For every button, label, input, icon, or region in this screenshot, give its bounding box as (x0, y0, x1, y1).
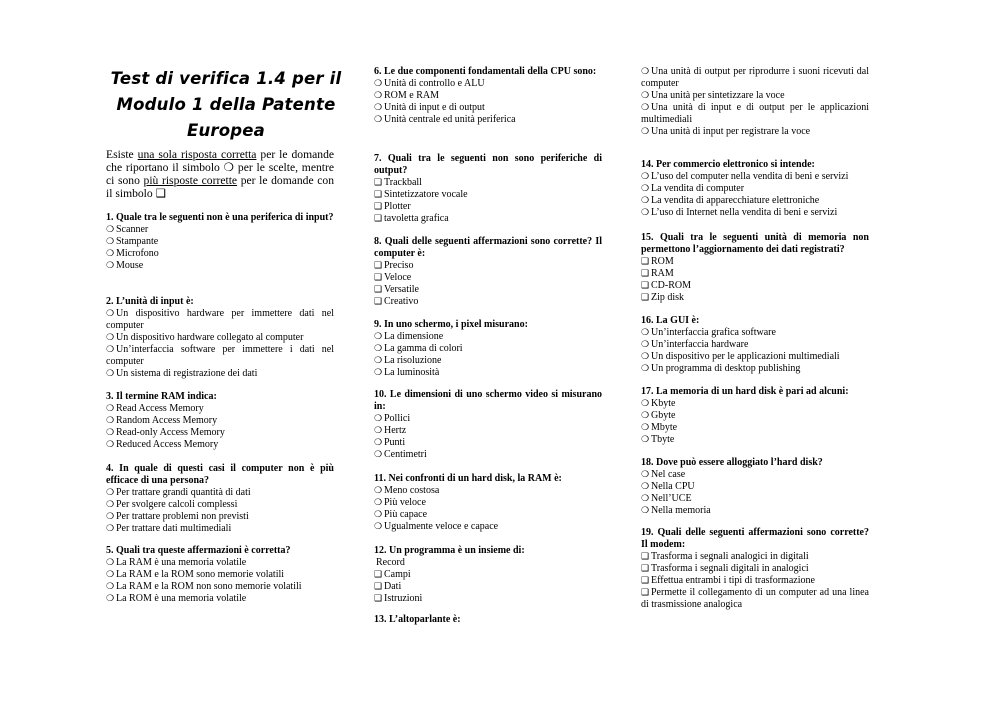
question-16 (641, 315, 869, 375)
answer-option[interactable] (374, 260, 602, 272)
answer-option[interactable] (641, 493, 869, 505)
answer-option[interactable] (106, 523, 334, 535)
answer-option[interactable] (106, 236, 334, 248)
radio-icon[interactable]: ❍ (106, 500, 115, 510)
answer-option-label: Sintetizzatore vocale (384, 189, 468, 200)
question-13 (374, 614, 602, 626)
answer-option[interactable] (641, 268, 869, 280)
radio-icon[interactable]: ❍ (641, 482, 650, 492)
radio-icon[interactable]: ❍ (374, 438, 383, 448)
answer-option[interactable] (106, 557, 334, 569)
answer-option-label: La ROM è una memoria volatile (116, 593, 247, 604)
answer-option[interactable] (106, 499, 334, 511)
checkbox-icon[interactable]: ❑ (641, 269, 650, 279)
answer-option[interactable] (374, 509, 602, 521)
radio-icon[interactable]: ❍ (374, 91, 383, 101)
answer-option-label: Un’interfaccia software per immettere i dati nel computer (106, 344, 334, 367)
answer-option[interactable] (641, 183, 869, 195)
question-text: 3. Il termine RAM indica: (106, 391, 217, 402)
question-text: 1. Quale tra le seguenti non è una periferica di input? (106, 212, 334, 223)
answer-option-label: Dati (384, 581, 402, 592)
answer-option-label: Zip disk (651, 292, 685, 303)
answer-option[interactable] (374, 581, 602, 593)
answer-option[interactable] (106, 260, 334, 272)
answer-option-label: L’uso del computer nella vendita di beni e servizi (651, 171, 849, 182)
answer-option-label: La luminosità (384, 367, 440, 378)
question-text: 10. Le dimensioni di uno schermo video si misurano in: (374, 389, 602, 412)
question-15 (641, 232, 869, 304)
radio-icon[interactable]: ❍ (374, 498, 383, 508)
answer-option-label: L’uso di Internet nella vendita di beni e servizi (651, 207, 838, 218)
radio-icon[interactable]: ❍ (106, 512, 115, 522)
radio-icon[interactable]: ❍ (641, 364, 650, 374)
answer-option-label: Un’interfaccia grafica software (651, 327, 776, 338)
answer-option[interactable] (374, 437, 602, 449)
question-18 (641, 457, 869, 517)
question-text: 14. Per commercio elettronico si intende: (641, 159, 815, 170)
answer-option-label: Meno costosa (384, 485, 440, 496)
answer-option[interactable] (106, 344, 334, 368)
answer-option[interactable] (641, 327, 869, 339)
question-6 (374, 66, 602, 126)
answer-option[interactable] (374, 213, 602, 225)
answer-option-label: Più veloce (384, 497, 426, 508)
intro-text: per le scelte, mentre ci sono (106, 161, 334, 187)
answer-option[interactable] (374, 367, 602, 379)
answer-option-label: Microfono (116, 248, 159, 259)
radio-icon[interactable]: ❍ (641, 411, 650, 421)
checkbox-icon[interactable]: ❑ (641, 552, 650, 562)
answer-option[interactable] (374, 557, 602, 569)
checkbox-icon[interactable]: ❑ (374, 582, 383, 592)
radio-icon[interactable]: ❍ (106, 225, 115, 235)
checkbox-icon[interactable]: ❑ (374, 297, 383, 307)
question-13-options (641, 66, 869, 138)
intro-text: Esiste (106, 148, 138, 161)
answer-option[interactable] (374, 114, 602, 126)
answer-option-label: Hertz (384, 425, 407, 436)
answer-option[interactable] (374, 296, 602, 308)
answer-option-label: Trasforma i segnali digitali in analogici (651, 563, 809, 574)
radio-icon[interactable]: ❍ (641, 172, 650, 182)
answer-option-label: La dimensione (384, 331, 444, 342)
answer-option-label: Random Access Memory (116, 415, 218, 426)
answer-option-label: Istruzioni (384, 593, 423, 604)
radio-icon[interactable]: ❍ (641, 91, 650, 101)
answer-option-label: Veloce (384, 272, 412, 283)
question-text: 17. La memoria di un hard disk è pari ad alcuni: (641, 386, 849, 397)
question-8 (374, 236, 602, 308)
radio-icon[interactable]: ❍ (106, 582, 115, 592)
question-19 (641, 527, 869, 611)
title-line-3: Europea (186, 121, 266, 140)
checkbox-icon[interactable]: ❑ (374, 261, 383, 271)
checkbox-icon[interactable]: ❑ (374, 570, 383, 580)
answer-option-label: Trasforma i segnali analogici in digitali (651, 551, 809, 562)
answer-option[interactable] (106, 368, 334, 380)
answer-option[interactable] (641, 66, 869, 90)
answer-option[interactable] (374, 177, 602, 189)
answer-option[interactable] (106, 224, 334, 236)
answer-option[interactable] (374, 569, 602, 581)
question-text: 19. Quali delle seguenti affermazioni sono corrette? Il modem: (641, 527, 869, 550)
answer-option[interactable] (374, 425, 602, 437)
answer-option-label: Nella CPU (651, 481, 695, 492)
radio-icon[interactable]: ❍ (106, 237, 115, 247)
answer-option[interactable] (641, 292, 869, 304)
answer-option-label: La RAM e la ROM non sono memorie volatili (116, 581, 302, 592)
radio-icon[interactable]: ❍ (641, 470, 650, 480)
question-text: 9. In uno schermo, i pixel misurano: (374, 319, 528, 330)
answer-option-label: Una unità per sintetizzare la voce (651, 90, 785, 101)
answer-option[interactable] (641, 505, 869, 517)
answer-option-label: Gbyte (651, 410, 676, 421)
answer-option[interactable] (641, 171, 869, 183)
answer-option-label: La RAM e la ROM sono memorie volatili (116, 569, 285, 580)
answer-option-label: Più capace (384, 509, 428, 520)
instructions (106, 148, 334, 200)
radio-icon[interactable]: ❍ (106, 309, 115, 319)
answer-option-label: Un’interfaccia hardware (651, 339, 749, 350)
answer-option[interactable] (641, 410, 869, 422)
answer-option[interactable] (374, 284, 602, 296)
answer-option[interactable] (374, 272, 602, 284)
answer-option-label: Mouse (116, 260, 144, 271)
answer-option-label: Una unità di input per registrare la voce (651, 126, 811, 137)
answer-option-label: Versatile (384, 284, 419, 295)
question-17 (641, 386, 869, 446)
answer-option[interactable] (641, 280, 869, 292)
question-text: 2. L’unità di input è: (106, 296, 194, 307)
question-text: 16. La GUI è: (641, 315, 700, 326)
answer-option[interactable] (641, 481, 869, 493)
radio-icon[interactable]: ❍ (641, 328, 650, 338)
checkbox-icon[interactable]: ❑ (374, 273, 383, 283)
answer-option[interactable] (106, 581, 334, 593)
radio-icon[interactable]: ❍ (106, 524, 115, 534)
question-11 (374, 473, 602, 533)
answer-option-label: Read Access Memory (116, 403, 204, 414)
answer-option[interactable] (641, 398, 869, 410)
radio-icon[interactable]: ❍ (106, 261, 115, 271)
answer-option-label: Reduced Access Memory (116, 439, 219, 450)
radio-icon[interactable]: ❍ (641, 435, 650, 445)
answer-option[interactable] (374, 201, 602, 213)
checkbox-icon[interactable]: ❑ (374, 594, 383, 604)
question-text: 13. L’altoparlante è: (374, 614, 461, 625)
answer-option-label: Stampante (116, 236, 159, 247)
answer-option-label: Per trattare grandi quantità di dati (116, 487, 251, 498)
radio-icon[interactable]: ❍ (106, 333, 115, 343)
answer-option[interactable] (641, 434, 869, 446)
question-text: 4. In quale di questi casi il computer non è più efficace di una persona? (106, 463, 334, 486)
question-7 (374, 153, 602, 225)
radio-icon[interactable]: ❍ (374, 510, 383, 520)
answer-option[interactable] (374, 497, 602, 509)
answer-option[interactable] (641, 256, 869, 268)
answer-option-label: Scanner (116, 224, 149, 235)
answer-option[interactable] (641, 422, 869, 434)
question-text: 8. Quali delle seguenti affermazioni sono corrette? Il computer è: (374, 236, 602, 259)
answer-option-label: Nell’UCE (651, 493, 692, 504)
answer-option-label: La gamma di colori (384, 343, 463, 354)
radio-icon[interactable]: ❍ (641, 196, 650, 206)
answer-option-label: Un programma di desktop publishing (651, 363, 801, 374)
intro-text: per le domande con il simbolo (106, 174, 334, 200)
answer-option[interactable] (106, 427, 334, 439)
answer-option[interactable] (641, 551, 869, 563)
question-text: 7. Quali tra le seguenti non sono periferiche di output? (374, 153, 602, 176)
question-2 (106, 296, 334, 380)
question-text: 18. Dove può essere alloggiato l’hard disk? (641, 457, 823, 468)
answer-option-label: Centimetri (384, 449, 427, 460)
question-text: 15. Quali tra le seguenti unità di memoria non permettono l’aggiornamento dei dati registrati? (641, 232, 869, 255)
question-1 (106, 212, 334, 272)
answer-option-label: Nel case (651, 469, 686, 480)
question-9 (374, 319, 602, 379)
checkbox-icon[interactable]: ❑ (641, 576, 650, 586)
title-line-2: Modulo 1 della Patente (116, 95, 336, 114)
radio-icon[interactable]: ❍ (374, 522, 383, 532)
answer-option[interactable] (106, 439, 334, 451)
answer-option-label: Record (376, 557, 405, 568)
radio-icon[interactable]: ❍ (374, 115, 383, 125)
radio-icon[interactable]: ❍ (641, 423, 650, 433)
radio-icon[interactable]: ❍ (374, 450, 383, 460)
question-4 (106, 463, 334, 535)
answer-option[interactable] (106, 308, 334, 332)
checkbox-icon[interactable]: ❑ (374, 190, 383, 200)
answer-option[interactable] (641, 575, 869, 587)
radio-icon[interactable]: ❍ (641, 208, 650, 218)
radio-icon[interactable]: ❍ (106, 488, 115, 498)
radio-icon[interactable]: ❍ (641, 103, 650, 113)
answer-option[interactable] (641, 102, 869, 126)
answer-option-label: La vendita di apparecchiature elettroniche (651, 195, 820, 206)
radio-icon[interactable]: ❍ (374, 368, 383, 378)
radio-icon[interactable]: ❍ (374, 414, 383, 424)
radio-icon[interactable]: ❍ (641, 494, 650, 504)
answer-option-label: Unità di input e di output (384, 102, 485, 113)
answer-option[interactable] (374, 78, 602, 90)
answer-option-label: Permette il collegamento di un computer ad una linea di trasmissione analogica (641, 587, 869, 610)
answer-option[interactable] (374, 593, 602, 605)
answer-option[interactable] (641, 469, 869, 481)
answer-option[interactable] (106, 332, 334, 344)
checkbox-icon[interactable]: ❑ (374, 178, 383, 188)
radio-icon[interactable]: ❍ (106, 369, 115, 379)
radio-icon[interactable]: ❍ (641, 67, 650, 77)
answer-option[interactable] (106, 593, 334, 605)
radio-icon[interactable]: ❍ (106, 440, 115, 450)
answer-option-label: Un sistema di registrazione dei dati (116, 368, 258, 379)
answer-option[interactable] (641, 207, 869, 219)
radio-icon[interactable]: ❍ (641, 340, 650, 350)
radio-icon[interactable]: ❍ (106, 416, 115, 426)
radio-icon[interactable]: ❍ (374, 103, 383, 113)
answer-option-label: tavoletta grafica (384, 213, 449, 224)
answer-option-label: Preciso (384, 260, 414, 271)
intro-underlined: una sola risposta corretta (137, 148, 257, 161)
answer-option[interactable] (374, 331, 602, 343)
answer-option[interactable] (374, 485, 602, 497)
answer-option[interactable] (641, 339, 869, 351)
answer-option-label: La vendita di computer (651, 183, 745, 194)
answer-option-label: Plotter (384, 201, 411, 212)
radio-icon[interactable]: ❍ (641, 352, 650, 362)
question-3 (106, 391, 334, 451)
question-12 (374, 545, 602, 605)
answer-option-label: Per trattare dati multimediali (116, 523, 232, 534)
radio-symbol-icon: ❍ (223, 161, 235, 174)
radio-icon[interactable]: ❍ (374, 79, 383, 89)
checkbox-icon[interactable]: ❑ (374, 285, 383, 295)
answer-option[interactable] (641, 363, 869, 375)
radio-icon[interactable]: ❍ (641, 506, 650, 516)
answer-option-label: CD-ROM (651, 280, 692, 291)
answer-option[interactable] (106, 248, 334, 260)
radio-icon[interactable]: ❍ (374, 426, 383, 436)
answer-option-label: Trackball (384, 177, 422, 188)
answer-option[interactable] (374, 355, 602, 367)
answer-option-label: ROM (651, 256, 674, 267)
question-text: 11. Nei confronti di un hard disk, la RAM è: (374, 473, 562, 484)
radio-icon[interactable]: ❍ (106, 249, 115, 259)
answer-option-label: Pollici (384, 413, 411, 424)
answer-option-label: La risoluzione (384, 355, 442, 366)
checkbox-icon[interactable]: ❑ (641, 257, 650, 267)
question-5 (106, 545, 334, 605)
answer-option[interactable] (374, 413, 602, 425)
answer-option[interactable] (374, 102, 602, 114)
question-text: 5. Quali tra queste affermazioni è corretta? (106, 545, 291, 556)
checkbox-icon[interactable]: ❑ (641, 564, 650, 574)
checkbox-icon[interactable]: ❑ (641, 293, 650, 303)
answer-option-label: Un dispositivo hardware per immettere dati nel computer (106, 308, 334, 331)
answer-option-label: Kbyte (651, 398, 676, 409)
answer-option[interactable] (641, 587, 869, 611)
radio-icon[interactable]: ❍ (106, 345, 115, 355)
checkbox-icon[interactable]: ❑ (641, 588, 650, 598)
answer-option-label: Tbyte (651, 434, 675, 445)
radio-icon[interactable]: ❍ (106, 558, 115, 568)
answer-option-label: Ugualmente veloce e capace (384, 521, 499, 532)
answer-option-label: Effettua entrambi i tipi di trasformazione (651, 575, 815, 586)
radio-icon[interactable]: ❍ (374, 332, 383, 342)
answer-option[interactable] (641, 351, 869, 363)
answer-option-label: Un dispositivo hardware collegato al computer (116, 332, 304, 343)
answer-option-label: Per svolgere calcoli complessi (116, 499, 238, 510)
answer-option-label: Nella memoria (651, 505, 711, 516)
answer-option-label: ROM e RAM (384, 90, 440, 101)
radio-icon[interactable]: ❍ (106, 570, 115, 580)
checkbox-icon[interactable]: ❑ (374, 214, 383, 224)
answer-option[interactable] (106, 511, 334, 523)
question-10 (374, 389, 602, 461)
radio-icon[interactable]: ❍ (106, 594, 115, 604)
question-text: 6. Le due componenti fondamentali della CPU sono: (374, 66, 597, 77)
answer-option-label: Creativo (384, 296, 419, 307)
answer-option-label: Una unità di output per riprodurre i suoni ricevuti dal computer (641, 66, 869, 89)
title-line-1: Test di verifica 1.4 per il (110, 69, 342, 88)
checkbox-icon[interactable]: ❑ (374, 202, 383, 212)
answer-option[interactable] (106, 487, 334, 499)
answer-option-label: Unità di controllo e ALU (384, 78, 485, 89)
answer-option-label: Per trattare problemi non previsti (116, 511, 249, 522)
radio-icon[interactable]: ❍ (374, 486, 383, 496)
intro-text: per le domande che riportano il simbolo (106, 148, 335, 174)
answer-option[interactable] (641, 195, 869, 207)
answer-option[interactable] (106, 403, 334, 415)
answer-option[interactable] (106, 415, 334, 427)
page-title (106, 66, 346, 144)
answer-option-label: Campi (384, 569, 411, 580)
answer-option-label: Un dispositivo per le applicazioni multimediali (651, 351, 840, 362)
question-text: 12. Un programma è un insieme di: (374, 545, 525, 556)
answer-option-label: RAM (651, 268, 674, 279)
answer-option-label: Unità centrale ed unità periferica (384, 114, 516, 125)
intro-underlined: più risposte corrette (143, 174, 238, 187)
answer-option[interactable] (641, 90, 869, 102)
radio-icon[interactable]: ❍ (641, 184, 650, 194)
answer-option[interactable] (106, 569, 334, 581)
answer-option[interactable] (374, 343, 602, 355)
answer-option[interactable] (374, 90, 602, 102)
checkbox-icon[interactable]: ❑ (641, 281, 650, 291)
answer-option[interactable] (374, 189, 602, 201)
radio-icon[interactable]: ❍ (106, 428, 115, 438)
radio-icon[interactable]: ❍ (374, 344, 383, 354)
answer-option[interactable] (641, 126, 869, 138)
answer-option-label: Mbyte (651, 422, 678, 433)
answer-option-label: Punti (384, 437, 406, 448)
answer-option[interactable] (374, 521, 602, 533)
answer-option[interactable] (641, 563, 869, 575)
question-14 (641, 159, 869, 219)
radio-icon[interactable]: ❍ (641, 399, 650, 409)
answer-option-label: La RAM è una memoria volatile (116, 557, 247, 568)
checkbox-symbol-icon: ❑ (155, 187, 167, 200)
answer-option-label: Read-only Access Memory (116, 427, 225, 438)
radio-icon[interactable]: ❍ (641, 127, 650, 137)
answer-option[interactable] (374, 449, 602, 461)
answer-option-label: Una unità di input e di output per le applicazioni multimediali (641, 102, 869, 125)
radio-icon[interactable]: ❍ (106, 404, 115, 414)
radio-icon[interactable]: ❍ (374, 356, 383, 366)
